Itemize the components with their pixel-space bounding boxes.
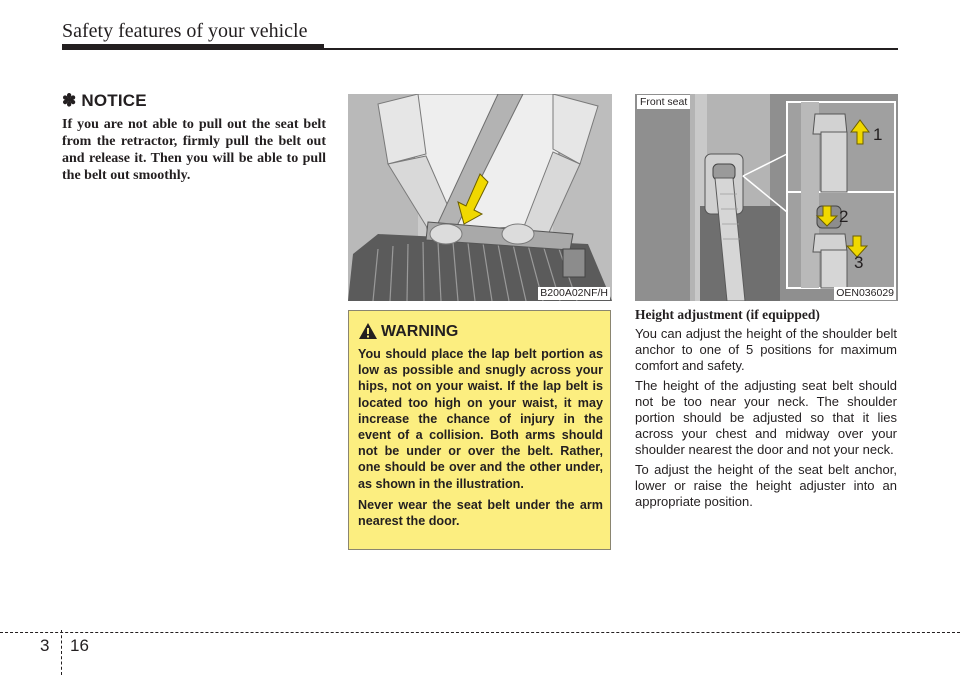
section-body: [635, 326, 897, 514]
warning-title: WARNING: [381, 323, 459, 340]
section-heading: Height adjustment (if equipped): [635, 307, 820, 322]
chapter-number: 3: [40, 636, 50, 655]
page-number: 16: [70, 636, 89, 655]
warning-paragraph: Never wear the seat belt under the arm nearest the door.: [358, 497, 603, 529]
body-paragraph: You can adjust the height of the shoulder belt anchor to one of 5 positions for maximum comfort and safety.: [635, 326, 897, 373]
footer-rule: [0, 632, 960, 633]
callout-3: 3: [854, 253, 864, 272]
header-rule: [62, 48, 898, 50]
callout-2: 2: [839, 207, 849, 226]
header-title: Safety features of your vehicle: [62, 20, 308, 42]
warning-triangle-icon: [359, 323, 377, 339]
notice-body: If you are not able to pull out the seat belt from the retractor, firmly pull the belt out and release it. Then you will be able to pull the belt out smoothly.: [62, 117, 326, 183]
lap-belt-illustration: [348, 94, 612, 301]
footer-divider: [61, 630, 62, 675]
body-paragraph: The height of the adjusting seat belt should not be too near your neck. The shoulder portion should be adjusted so that it lies across your chest and midway over your shoulder nearest the door and not your neck.: [635, 378, 897, 457]
figure-code: B200A02NF/H: [540, 287, 608, 299]
figure-lap-belt: [348, 94, 612, 301]
callout-1: 1: [873, 125, 883, 144]
figure-label: Front seat: [637, 95, 690, 109]
figure-code: OEN036029: [836, 287, 894, 299]
figure-height-adjuster: [635, 94, 898, 301]
notice-title: ✽ NOTICE: [62, 91, 147, 110]
body-paragraph: To adjust the height of the seat belt anchor, lower or raise the height adjuster into an appropriate position.: [635, 462, 897, 509]
warning-text: [358, 346, 603, 534]
height-adjuster-illustration: [635, 94, 898, 301]
warning-paragraph: You should place the lap belt portion as low as possible and snugly across your hips, not on your waist. If the lap belt is located too high on your waist, it may increase the chance of injury in the event of a collision. Both arms should not be under or over the belt. Rather, one should be over and the other under, as shown in the illustration.: [358, 347, 603, 491]
warning-box: [348, 310, 611, 550]
